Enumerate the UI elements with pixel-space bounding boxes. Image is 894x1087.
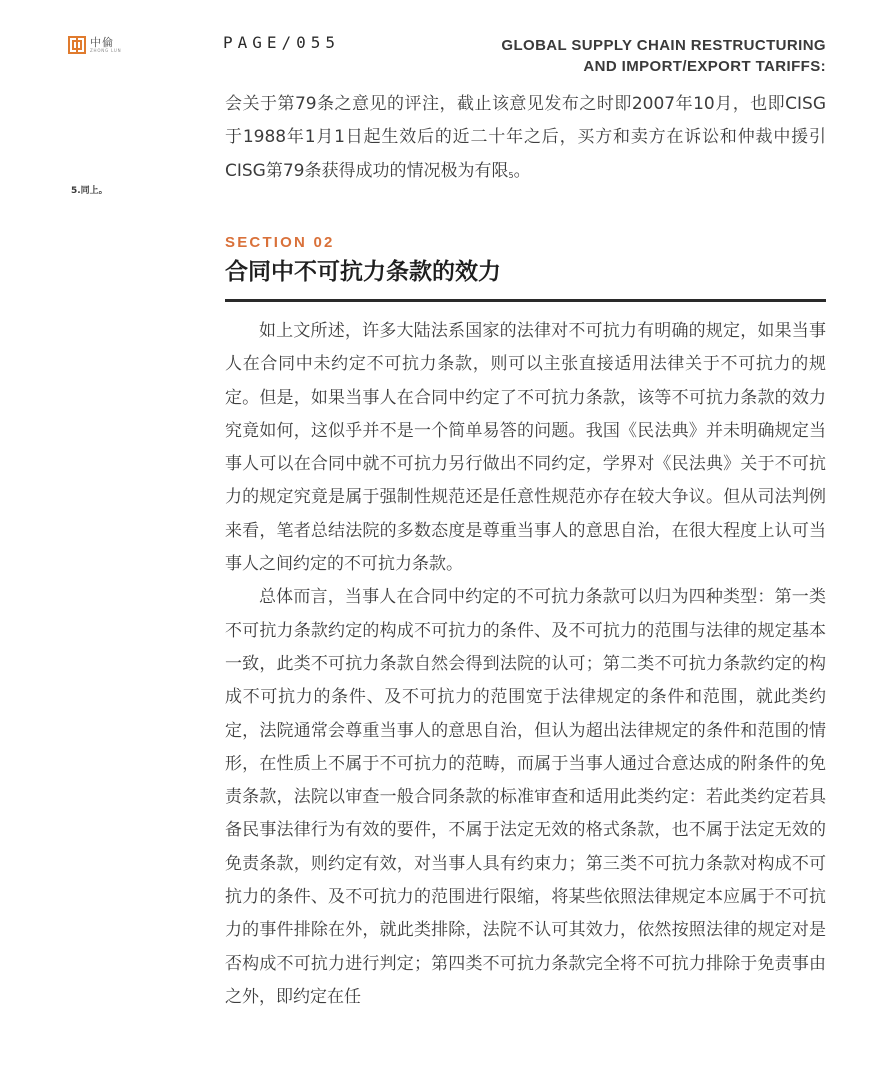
lead-end: 。 (513, 160, 531, 181)
lead-paragraph (225, 88, 826, 188)
zhonglun-logo (68, 36, 121, 54)
page-number: PAGE/055 (223, 33, 341, 52)
body-text (225, 315, 826, 1014)
body-paragraph-1: 如上文所述，许多大陆法系国家的法律对不可抗力有明确的规定，如果当事人在合同中未约定不可抗力条款，则可以主张直接适用法律关于不可抗力的规定。但是，如果当事人在合同中约定了不可抗力条款，该等不可抗力条款的效力究竟如何，这似乎并不是一个简单易答的问题。我国《民法典》并未明确规定当事人可以在合同中就不可抗力另行做出不同约定，学界对《民法典》关于不可抗力的规定究竟是属于强制性规范还是任意性规范亦存在较大争议。但从司法判例来看，笔者总结法院的多数态度是尊重当事人的意思自治，在很大程度上认可当事人之间约定的不可抗力条款。 (225, 321, 826, 575)
section-heading (225, 232, 826, 302)
footnote-5: 5.同上。 (71, 186, 108, 196)
section-divider (225, 299, 826, 302)
lead-paragraph-block (225, 88, 826, 188)
running-header-line-1: GLOBAL SUPPLY CHAIN RESTRUCTURING (501, 37, 826, 54)
zhonglun-logo-icon (68, 36, 86, 54)
section-title: 合同中不可抗力条款的效力 (225, 259, 501, 285)
logo-chinese-name: 中倫 (90, 36, 114, 49)
running-header-line-2: AND IMPORT/EXPORT TARIFFS: (583, 58, 826, 75)
section-label: SECTION 02 (225, 234, 335, 251)
body-paragraph-2: 总体而言，当事人在合同中约定的不可抗力条款可以归为四种类型：第一类不可抗力条款约定的构成不可抗力的条件、及不可抗力的范围与法律的规定基本一致，此类不可抗力条款自然会得到法院的认可；第二类不可抗力条款约定的构成不可抗力的条件、及不可抗力的范围宽于法律规定的条件和范围，就此类约定，法院通常会尊重当事人的意思自治，但认为超出法律规定的条件和范围的情形，在性质上不属于不可抗力的范畴，而属于当事人通过合意达成的附条件的免责条款，法院以审查一般合同条款的标准审查和适用此类约定：若此类约定若具备民事法律行为有效的要件，不属于法定无效的格式条款，也不属于法定无效的免责条款，则约定有效，对当事人具有约束力；第三类不可抗力条款对构成不可抗力的条件、及不可抗力的范围进行限缩，将某些依照法律规定本应属于不可抗力的事件排除在外，就此类排除，法院不认可其效力，依然按照法律的规定对是否构成不可抗力进行判定；第四类不可抗力条款完全将不可抗力排除于免责事由之外，即约定在任 (225, 587, 826, 1007)
running-header-title (501, 35, 826, 77)
logo-english-name: ZHONG LUN (90, 48, 122, 53)
lead-text: 会关于第79条之意见的评注，截止该意见发布之时即2007年10月，也即CISG于1988年1月1日起生效后的近二十年之后，买方和卖方在诉讼和仲裁中援引CISG第79条获得成功的情况极为有限 (225, 94, 826, 181)
footnote-ref-5[interactable]: 5 (508, 170, 514, 180)
